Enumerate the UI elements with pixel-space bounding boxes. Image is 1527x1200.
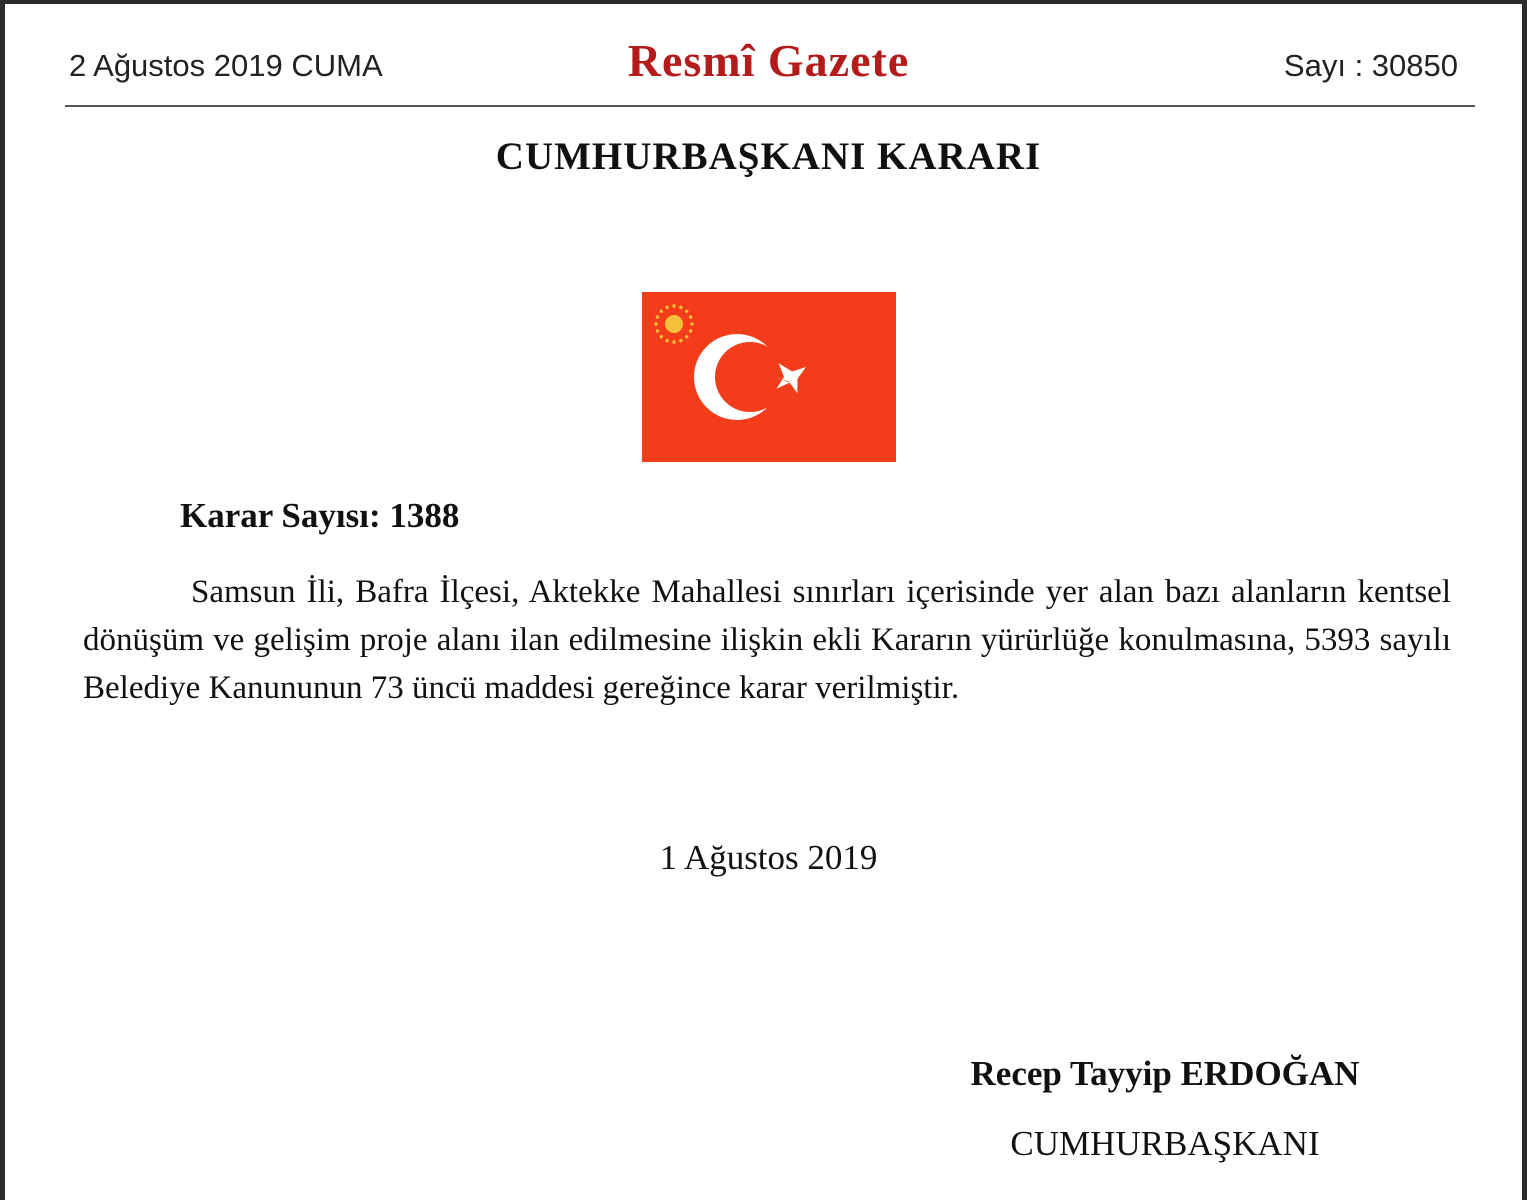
sun-ring-star: [660, 310, 663, 313]
document-heading: CUMHURBAŞKANI KARARI: [495, 135, 1042, 178]
signatory-title: CUMHURBAŞKANI: [1010, 1124, 1320, 1163]
sun-ring-star: [665, 339, 668, 342]
presidential-flag-icon: [642, 292, 896, 462]
sun-ring-star: [685, 335, 688, 338]
sun-ring-star: [672, 304, 675, 307]
sun-ring-star: [685, 310, 688, 313]
sun-ring-star: [689, 315, 692, 318]
sun-ring-star: [672, 340, 675, 343]
decision-number: Karar Sayısı: 1388: [180, 496, 460, 535]
crescent-inner: [715, 342, 785, 412]
sun-ring-star: [689, 329, 692, 332]
sun-ring-star: [660, 335, 663, 338]
sun-ring-star: [654, 322, 657, 325]
sun-ring-star: [679, 339, 682, 342]
sun-ring-star: [656, 329, 659, 332]
gazette-date: 2 Ağustos 2019 CUMA: [69, 48, 383, 83]
gazette-title: Resmî Gazete: [627, 35, 910, 86]
sun-ring-star: [679, 306, 682, 309]
gazette-issue-number: Sayı : 30850: [1283, 48, 1458, 83]
header-divider: [65, 105, 1475, 107]
decision-date: 1 Ağustos 2019: [659, 838, 878, 877]
sun-ring-star: [656, 315, 659, 318]
signatory-name: Recep Tayyip ERDOĞAN: [970, 1054, 1360, 1093]
sun-ring-star: [665, 306, 668, 309]
sun-ring-star: [690, 322, 693, 325]
decision-body: Samsun İli, Bafra İlçesi, Aktekke Mahallesi sınırları içerisinde yer alan bazı alanların kentsel dönüşüm ve gelişim proje alanı ilan edilmesine ilişkin ekli Kararın yürürlüğe konulmasına, 5393 sayılı Belediye Kanununun 73 üncü maddesi gereğince karar verilmiştir.: [83, 574, 1451, 706]
